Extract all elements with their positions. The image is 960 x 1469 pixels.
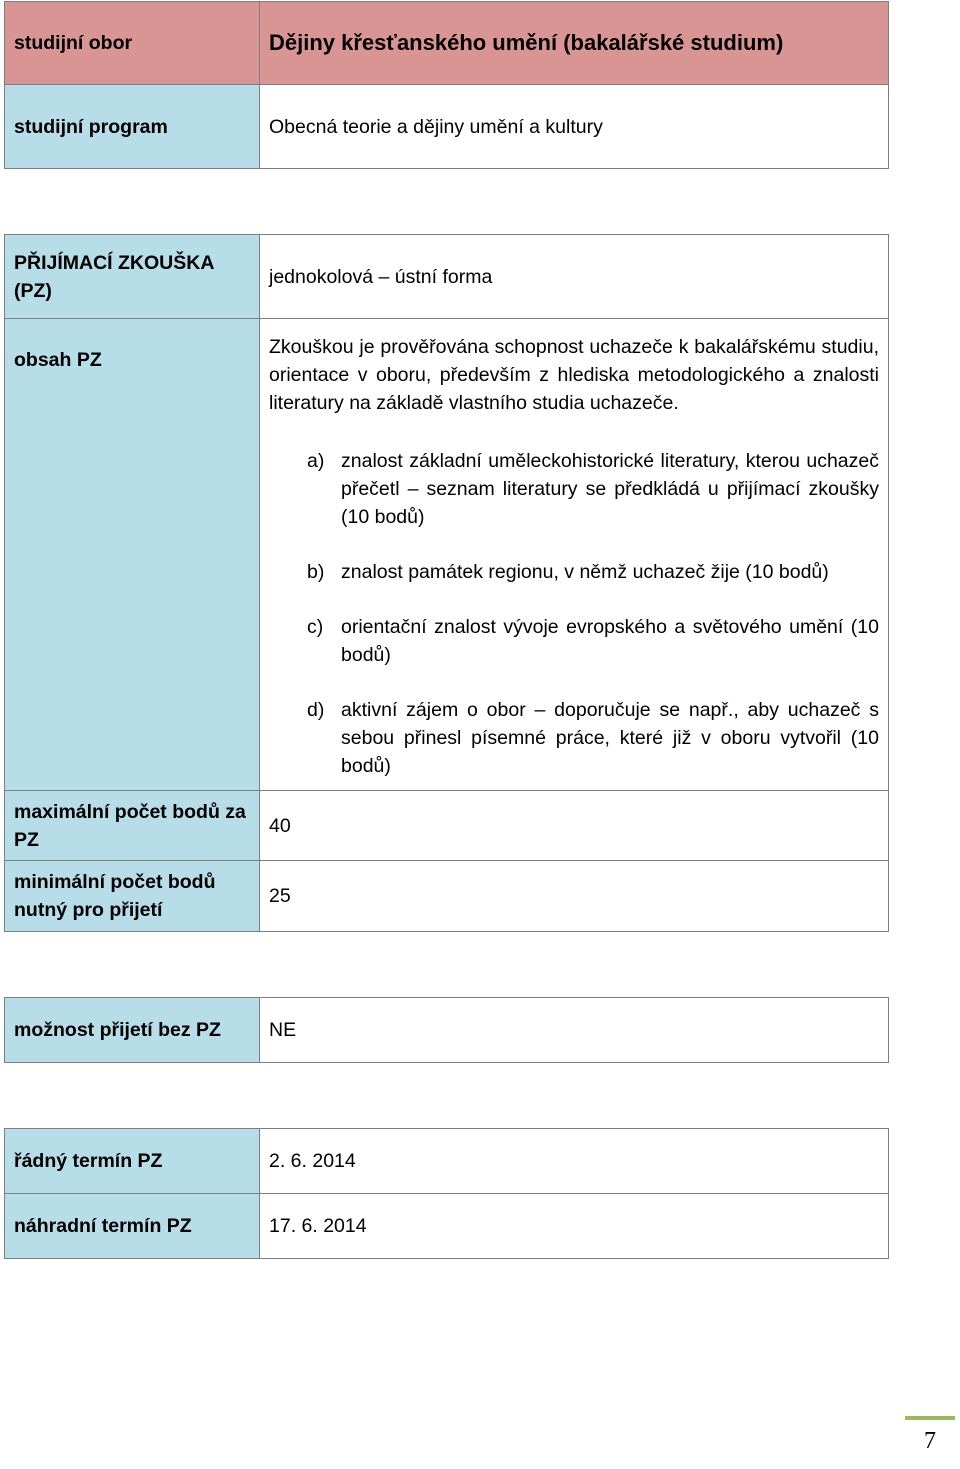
content-cell: [260, 319, 889, 791]
list-item: [307, 613, 879, 669]
dates-table: [4, 1128, 889, 1259]
list-marker: a): [307, 450, 325, 472]
list-marker: c): [307, 616, 324, 638]
substitute-date-label: náhradní termín PZ: [5, 1194, 260, 1259]
content-label: obsah PZ: [5, 319, 260, 791]
list-item: [307, 447, 879, 531]
without-exam-value: NE: [260, 998, 889, 1063]
field-title: Dějiny křesťanského umění (bakalářské studium): [260, 2, 889, 85]
program-value: Obecná teorie a dějiny umění a kultury: [260, 85, 889, 169]
list-marker: b): [307, 561, 325, 583]
program-table: [4, 1, 889, 169]
exam-form: jednokolová – ústní forma: [260, 235, 889, 319]
min-points-label: minimální počet bodů nutný pro přijetí: [5, 861, 260, 932]
max-points-label: maximální počet bodů za PZ: [5, 791, 260, 861]
list-text: aktivní zájem o obor – doporučuje se např., aby uchazeč s sebou přinesl písemné práce, které již v oboru vytvořil (10 bodů): [341, 699, 879, 777]
program-label: studijní program: [5, 85, 260, 169]
list-marker: d): [307, 699, 325, 721]
list-text: orientační znalost vývoje evropského a světového umění (10 bodů): [341, 616, 879, 666]
content-intro: Zkouškou je prověřována schopnost uchazeče k bakalářskému studiu, orientace v oboru, především z hlediska metodologického a znalosti literatury na základě vlastního studia uchazeče.: [269, 336, 879, 414]
substitute-date-value: 17. 6. 2014: [260, 1194, 889, 1259]
list-text: znalost základní uměleckohistorické literatury, kterou uchazeč přečetl – seznam literatury se předkládá u přijímací zkoušky (10 bodů): [341, 450, 879, 528]
without-exam-table: [4, 997, 889, 1063]
without-exam-label: možnost přijetí bez PZ: [5, 998, 260, 1063]
list-text: znalost památek regionu, v němž uchazeč žije (10 bodů): [341, 561, 829, 583]
page-number: 7: [905, 1416, 955, 1462]
exam-label: PŘIJÍMACÍ ZKOUŠKA (PZ): [5, 235, 260, 319]
criteria-list: [269, 447, 879, 780]
max-points-value: 40: [260, 791, 889, 861]
list-item: [307, 696, 879, 780]
exam-table: [4, 234, 889, 932]
min-points-value: 25: [260, 861, 889, 932]
field-label: studijní obor: [5, 2, 260, 85]
list-item: [307, 558, 879, 586]
regular-date-label: řádný termín PZ: [5, 1129, 260, 1194]
regular-date-value: 2. 6. 2014: [260, 1129, 889, 1194]
